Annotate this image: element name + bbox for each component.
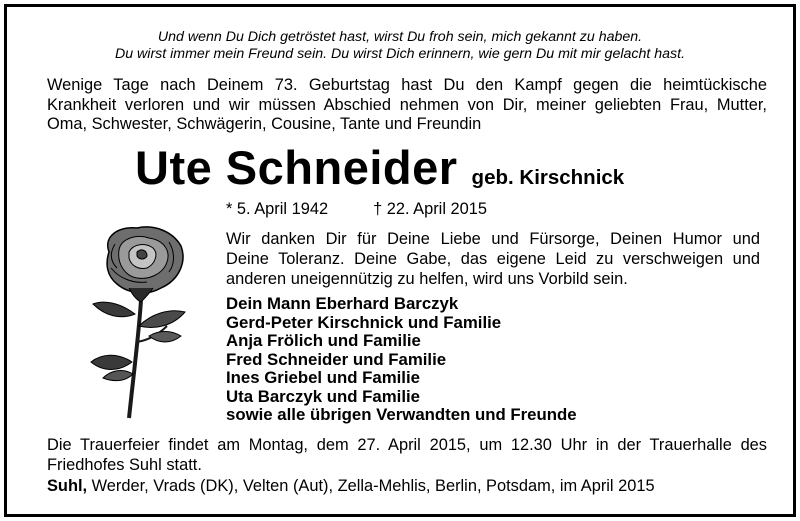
funeral-line: Friedhofes Suhl statt. bbox=[47, 455, 202, 474]
obituary-frame bbox=[4, 4, 796, 517]
mourner: Ines Griebel und Familie bbox=[226, 368, 420, 387]
mourner: Anja Frölich und Familie bbox=[226, 331, 421, 350]
intro-text bbox=[47, 76, 767, 135]
mourner: Gerd-Peter Kirschnick und Familie bbox=[226, 312, 502, 332]
mourner: sowie alle übrigen Verwandten und Freunde bbox=[226, 405, 577, 424]
death-date: † 22. April 2015 bbox=[373, 200, 487, 218]
funeral-line: Die Trauerfeier findet am Montag, dem 27. April 2015, um 12.30 Uhr in der Trauerhalle des bbox=[47, 436, 767, 454]
intro-line: Krankheit verloren und wir müssen Abschied nehmen von Dir, meiner geliebten Frau, Mutter, bbox=[47, 95, 767, 114]
life-dates bbox=[226, 200, 487, 219]
poem bbox=[7, 29, 793, 63]
intro-line: Oma, Schwester, Schwägerin, Cousine, Tante und Freundin bbox=[47, 115, 482, 133]
deceased-name bbox=[135, 140, 624, 195]
mourner: Dein Mann Eberhard Barczyk bbox=[226, 294, 459, 313]
mourner: Fred Schneider und Familie bbox=[226, 349, 447, 369]
place-main: Suhl, bbox=[47, 477, 88, 495]
places-line bbox=[47, 477, 655, 496]
birth-name: geb. Kirschnick bbox=[471, 166, 625, 189]
poem-line: Und wenn Du Dich getröstet hast, wirst Du froh sein, mich gekannt zu haben. bbox=[157, 29, 643, 45]
intro-line: Wenige Tage nach Deinem 73. Geburtstag hast Du den Kampf gegen die heimtückische bbox=[47, 76, 767, 94]
poem-line: Du wirst immer mein Freund sein. Du wirst Dich erinnern, wie gern Du mit mir gelacht hast. bbox=[114, 46, 686, 62]
mourner: Uta Barczyk und Familie bbox=[226, 386, 420, 406]
birth-date: * 5. April 1942 bbox=[226, 200, 329, 218]
full-name: Ute Schneider bbox=[135, 141, 458, 194]
thanks-line: anderen uneigennützig zu helfen, wird uns Vorbild sein. bbox=[226, 270, 628, 288]
thanks-line: Wir danken Dir für Deine Liebe und Fürsorge, Deinen Humor und bbox=[226, 230, 760, 248]
funeral-notice bbox=[47, 436, 767, 475]
mourners-list bbox=[226, 295, 577, 425]
thanks-line: Deine Toleranz. Deine Gabe, das eigene Leid zu verschweigen und bbox=[226, 250, 760, 268]
place-rest: Werder, Vrads (DK), Velten (Aut), Zella-Mehlis, Berlin, Potsdam, im April 2015 bbox=[87, 477, 655, 495]
thanks-text bbox=[226, 229, 760, 289]
rose-icon bbox=[89, 222, 199, 422]
